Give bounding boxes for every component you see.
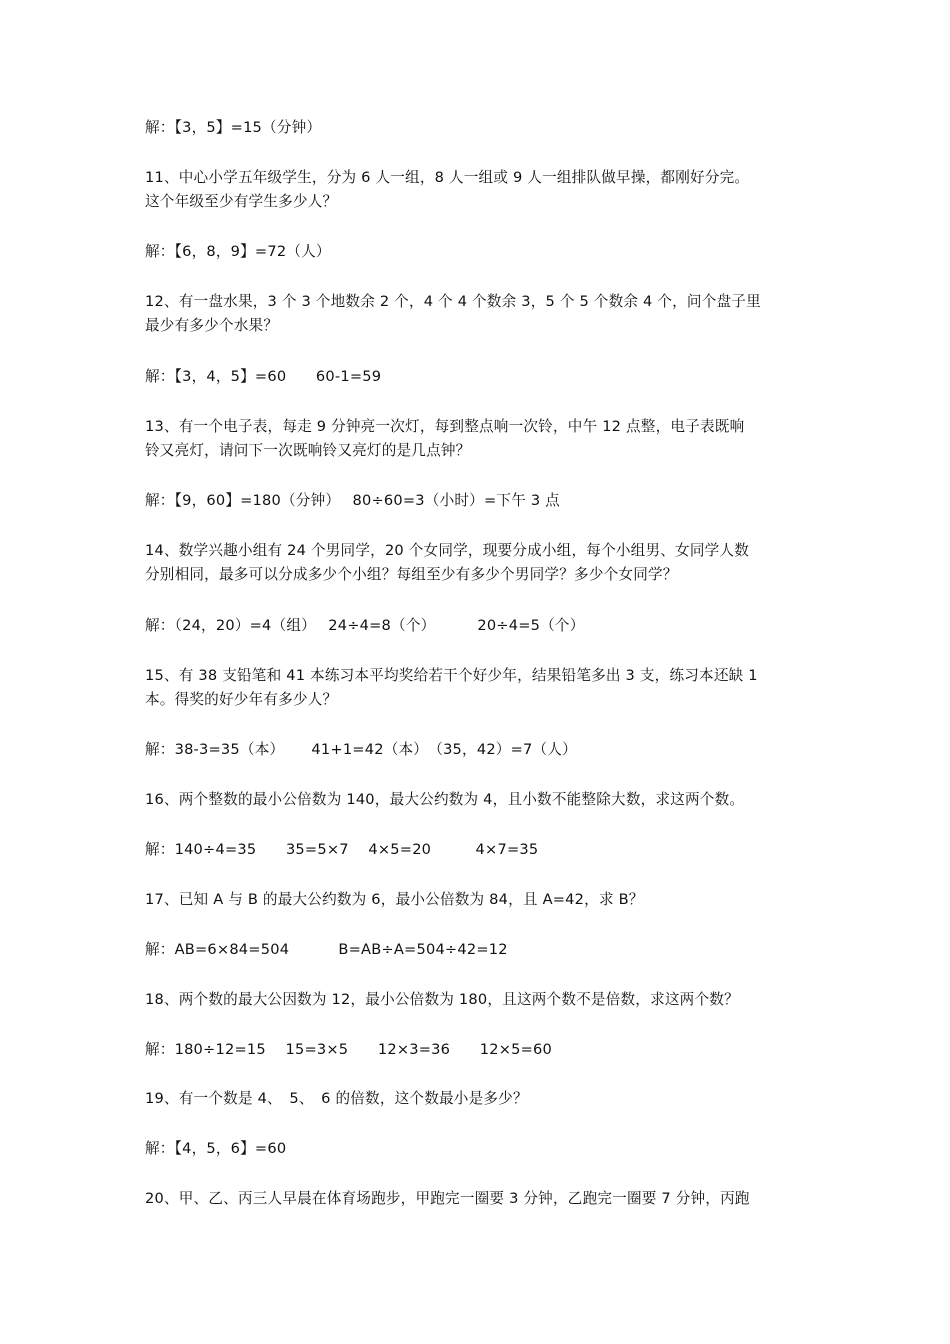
problem-13-line-2: 铃又亮灯，请问下一次既响铃又亮灯的是几点钟？ — [145, 442, 471, 459]
solution-19: 解：【4，5，6】=60 — [145, 1140, 287, 1157]
problem-20-line-1: 20、甲、乙、丙三人早晨在体育场跑步，甲跑完一圈要 3 分钟，乙跑完一圈要 7 分钟，丙跑 — [145, 1190, 750, 1207]
solution-17: 解：AB=6×84=504 B=AB÷A=504÷42=12 — [145, 941, 508, 958]
solution-12: 解：【3，4，5】=60 60-1=59 — [145, 368, 382, 385]
solution-16: 解：140÷4=35 35=5×7 4×5=20 4×7=35 — [145, 841, 539, 858]
problem-19: 19、有一个数是 4、 5、 6 的倍数，这个数最小是多少？ — [145, 1090, 528, 1107]
problem-11-line-2: 这个年级至少有学生多少人？ — [145, 193, 338, 210]
problem-12-line-1: 12、有一盘水果，3 个 3 个地数余 2 个，4 个 4 个数余 3，5 个 5 个数余 4 个，问个盘子里 — [145, 293, 761, 310]
solution-10: 解：【3，5】=15（分钟） — [145, 119, 322, 136]
problem-13-line-1: 13、有一个电子表，每走 9 分钟亮一次灯，每到整点响一次铃，中午 12 点整，电子表既响 — [145, 418, 745, 435]
solution-11: 解：【6，8，9】=72（人） — [145, 243, 331, 260]
solution-18: 解：180÷12=15 15=3×5 12×3=36 12×5=60 — [145, 1041, 553, 1058]
problem-16: 16、两个整数的最小公倍数为 140，最大公约数为 4，且小数不能整除大数，求这两个数。 — [145, 791, 745, 808]
solution-13: 解：【9，60】=180（分钟） 80÷60=3（小时）=下午 3 点 — [145, 492, 560, 509]
problem-18: 18、两个数的最大公因数为 12，最小公倍数为 180，且这两个数不是倍数，求这两个数？ — [145, 991, 739, 1008]
problem-12-line-2: 最少有多少个水果？ — [145, 317, 279, 334]
problem-15-line-1: 15、有 38 支铅笔和 41 本练习本平均奖给若干个好少年，结果铅笔多出 3 支，练习本还缺 1 — [145, 667, 758, 684]
solution-15: 解：38-3=35（本） 41+1=42（本） （35，42）=7（人） — [145, 741, 577, 758]
problem-14-line-2: 分别相同，最多可以分成多少个小组？每组至少有多少个男同学？多少个女同学？ — [145, 566, 678, 583]
problem-17: 17、已知 A 与 B 的最大公约数为 6，最小公倍数为 84，且 A=42，求 B？ — [145, 891, 644, 908]
problem-15-line-2: 本。得奖的好少年有多少人？ — [145, 691, 338, 708]
problem-14-line-1: 14、数学兴趣小组有 24 个男同学，20 个女同学，现要分成小组，每个小组男、女同学人数 — [145, 542, 750, 559]
solution-14: 解：（24，20）=4（组） 24÷4=8（个） 20÷4=5（个） — [145, 617, 585, 634]
problem-11-line-1: 11、中心小学五年级学生，分为 6 人一组，8 人一组或 9 人一组排队做早操，都刚好分完。 — [145, 169, 750, 186]
